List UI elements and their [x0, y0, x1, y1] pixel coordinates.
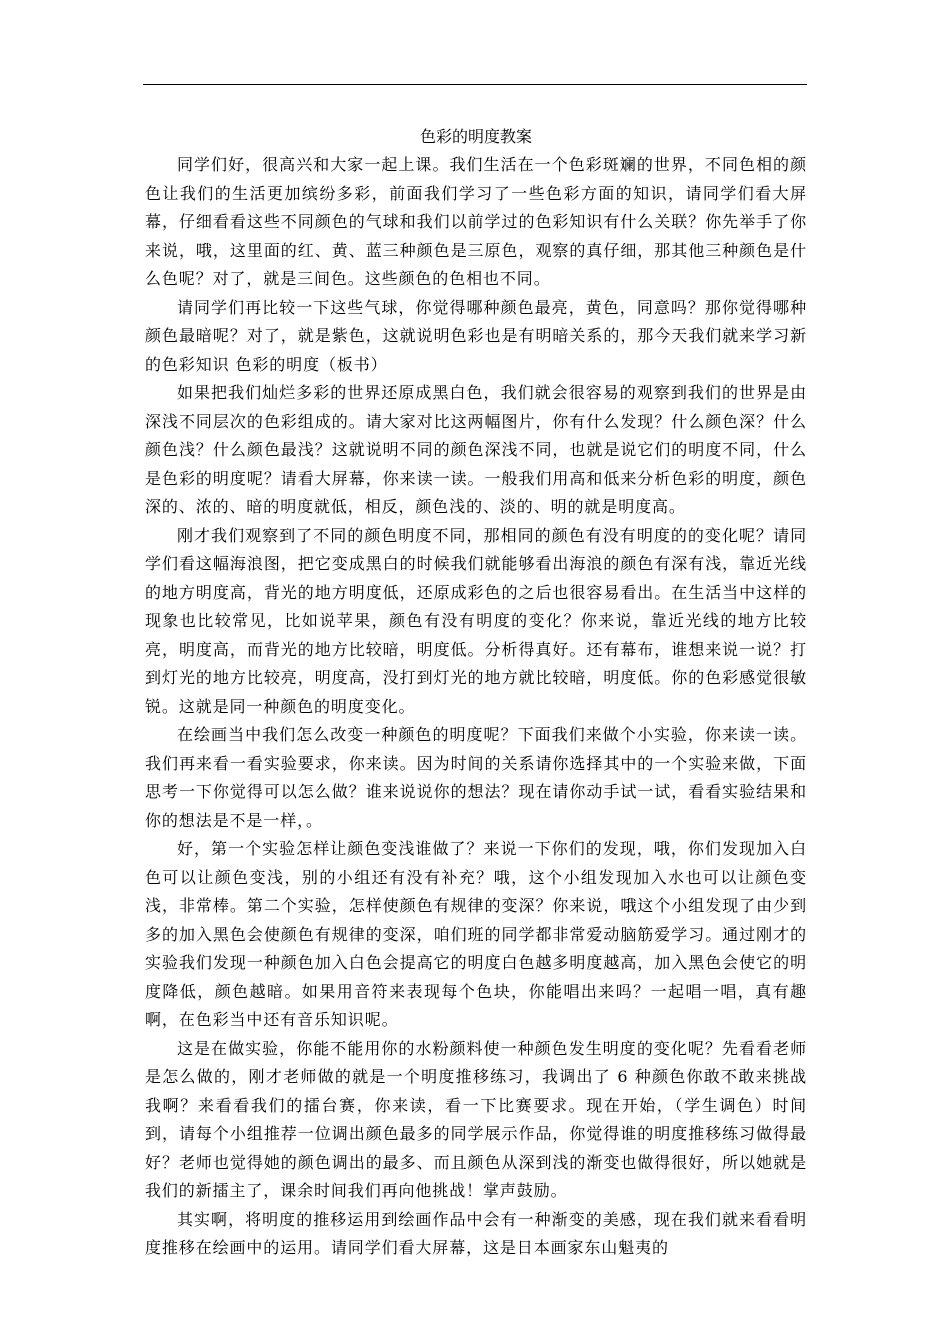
paragraph-3: 如果把我们灿烂多彩的世界还原成黑白色，我们就会很容易的观察到我们的世界是由深浅不同层次的色彩组成的。请大家对比这两幅图片，你有什么发现？什么颜色深？什么颜色浅？什么颜色最浅？这就说明不同的颜色深浅不同，也就是说它们的明度不同，什么是色彩的明度呢？请看大屏幕，你来读一读。一般我们用高和低来分析色彩的明度，颜色深的、浓的、暗的明度就低，相反，颜色浅的、淡的、明的就是明度高。	[145, 383, 807, 516]
paragraph-2: 请同学们再比较一下这些气球，你觉得哪种颜色最亮，黄色，同意吗？那你觉得哪种颜色最暗呢？对了，就是紫色，这就说明色彩也是有明暗关系的，那今天我们就来学习新的色彩知识 色彩的明度（板书）	[145, 297, 807, 374]
paragraph-4: 刚才我们观察到了不同的颜色明度不同，那相同的颜色有没有明度的的变化呢？请同学们看这幅海浪图，把它变成黑白的时候我们就能够看出海浪的颜色有深有浅，靠近光线的地方明度高，背光的地方明度低，还原成彩色的之后也很容易看出。在生活当中这样的现象也比较常见，比如说苹果，颜色有没有明度的变化？你来说，靠近光线的地方比较亮，明度高，而背光的地方比较暗，明度低。分析得真好。还有幕布，谁想来说一说？打到灯光的地方比较亮，明度高，没打到灯光的地方就比较暗，明度低。你的色彩感觉很敏锐。这就是同一种颜色的明度变化。	[145, 525, 807, 716]
paragraph-8: 其实啊，将明度的推移运用到绘画作品中会有一种渐变的美感，现在我们就来看看明度推移在绘画中的运用。请同学们看大屏幕，这是日本画家东山魁夷的	[145, 1209, 807, 1257]
paragraph-1: 同学们好，很高兴和大家一起上课。我们生活在一个色彩斑斓的世界，不同色相的颜色让我们的生活更加缤纷多彩，前面我们学习了一些色彩方面的知识，请同学们看大屏幕，仔细看看这些不同颜色的气球和我们以前学过的色彩知识有什么关联？你先举手了你来说，哦，这里面的红、黄、蓝三种颜色是三原色，观察的真仔细，那其他三种颜色是什么色呢？对了，就是三间色。这些颜色的色相也不同。	[145, 155, 807, 288]
paragraph-7: 这是在做实验，你能不能用你的水粉颜料使一种颜色发生明度的变化呢？先看看老师是怎么做的，刚才老师做的就是一个明度推移练习，我调出了 6 种颜色你敢不敢来挑战我啊？来看看我们的擂台赛，你来读，看一下比赛要求。现在开始，（学生调色）时间到，请每个小组推荐一位调出颜色最多的同学展示作品，你觉得谁的明度推移练习做得最好？老师也觉得她的颜色调出的最多、而且颜色从深到浅的渐变也做得很好，所以她就是我们的新擂主了，课余时间我们再向他挑战！掌声鼓励。	[145, 1038, 807, 1200]
paragraph-6: 好，第一个实验怎样让颜色变浅谁做了？来说一下你们的发现，哦，你们发现加入白色可以让颜色变浅，别的小组还有没有补充？哦，这个小组发现加入水也可以让颜色变浅，非常棒。第二个实验，怎样使颜色有规律的变深？你来说，哦这个小组发现了由少到多的加入黑色会使颜色有规律的变深，咱们班的同学都非常爱动脑筋爱学习。通过刚才的实验我们发现一种颜色加入白色会提高它的明度白色越多明度越高，加入黑色会使它的明度降低，颜色越暗。如果用音符来表现每个色块，你能唱出来吗？一起唱一唱，真有趣啊，在色彩当中还有音乐知识呢。	[145, 839, 807, 1029]
document-body	[145, 123, 807, 1263]
document-title: 色彩的明度教案	[419, 127, 532, 146]
paragraph-5: 在绘画当中我们怎么改变一种颜色的明度呢？下面我们来做个小实验，你来读一读。我们再来看一看实验要求，你来读。因为时间的关系请你选择其中的一个实验来做，下面思考一下你觉得可以怎么做？谁来说说你的想法？现在请你动手试一试，看看实验结果和你的想法是不是一样，。	[145, 725, 807, 830]
header-rule	[143, 84, 807, 85]
